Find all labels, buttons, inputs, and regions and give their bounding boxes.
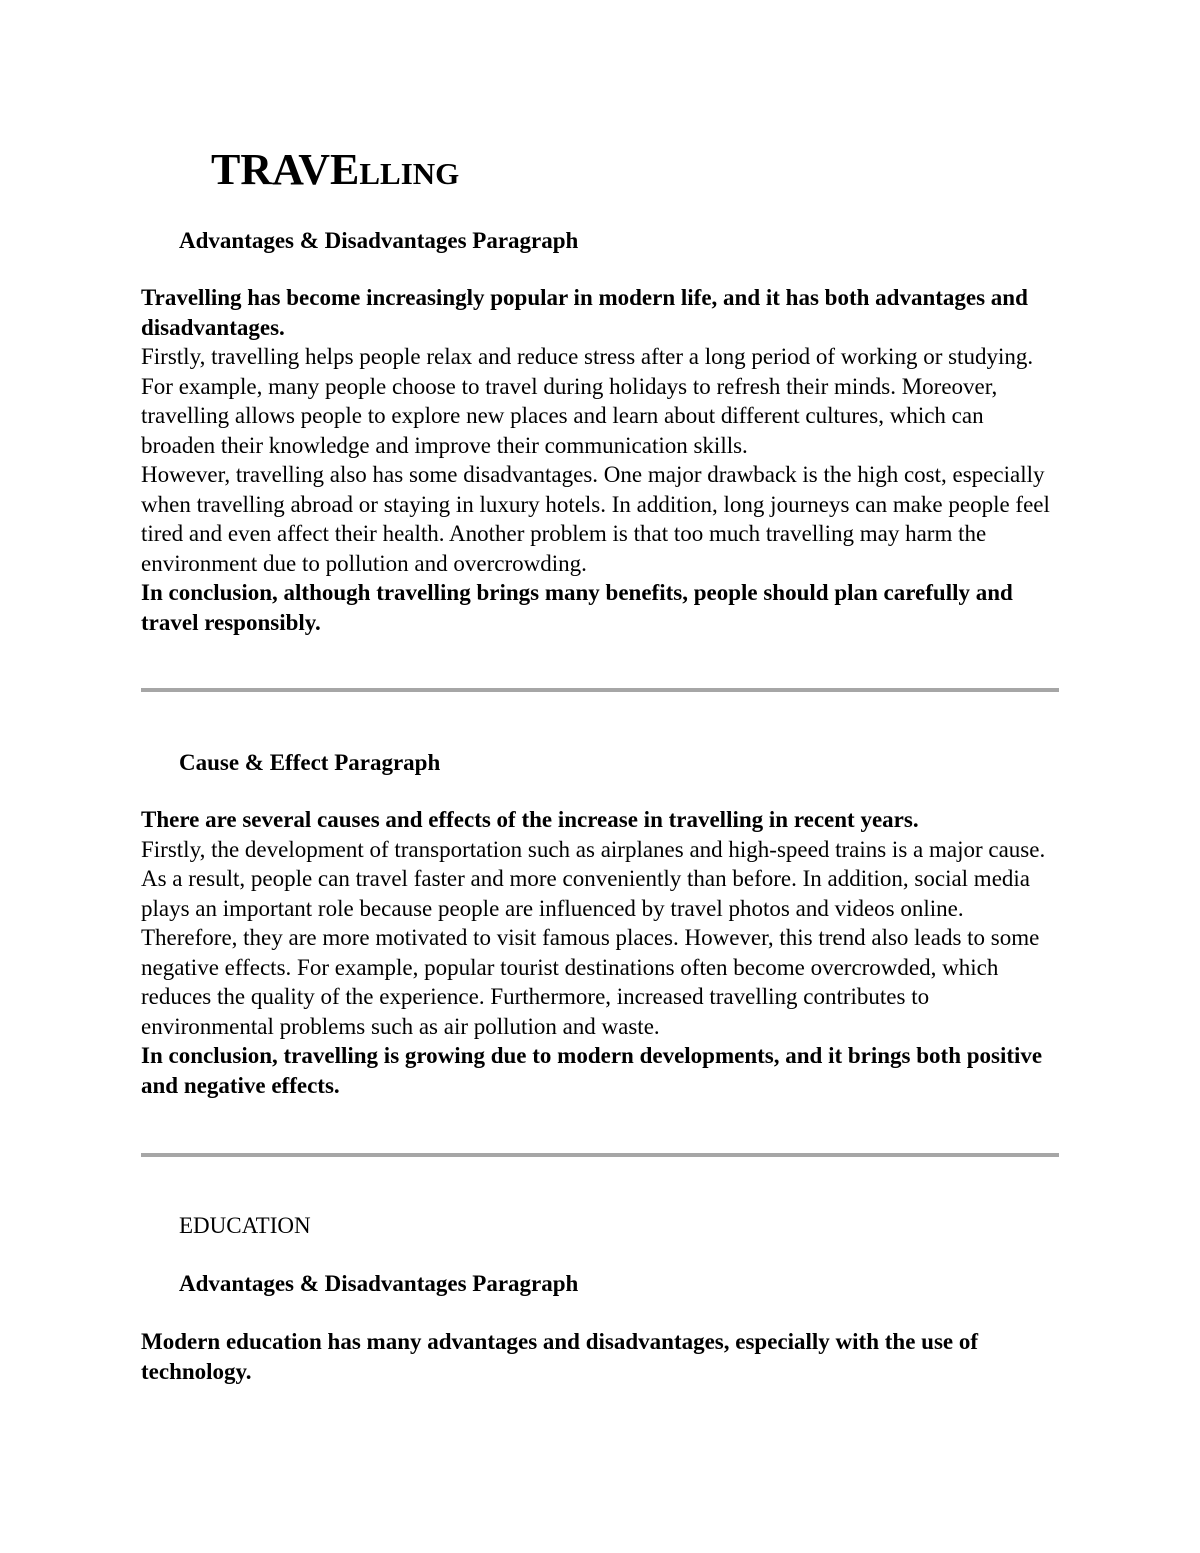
travel-advantages-heading: Advantages & Disadvantages Paragraph [179,228,579,253]
travel-advantages-paragraph [141,283,1061,637]
travel-cause-effect-conclusion: In conclusion, travelling is growing due to modern developments, and it brings both positive and negative effects. [141,1043,1043,1098]
travel-cause-effect-heading: Cause & Effect Paragraph [179,750,441,775]
travel-advantages-body-2: However, travelling also has some disadvantages. One major drawback is the high cost, especially when travelling abroad or staying in luxury hotels. In addition, long journeys can make people feel tired and even affect their health. Another problem is that too much travelling may harm the environment due to pollution and overcrowding. [141,462,1050,576]
education-advantages-heading: Advantages & Disadvantages Paragraph [179,1271,579,1296]
travel-advantages-body-1: Firstly, travelling helps people relax and reduce stress after a long period of working or studying. For example, many people choose to travel during holidays to refresh their minds. Moreover, travelling allows people to explore new places and learn about different cultures, which can broaden their knowledge and improve their communication skills. [141,344,1034,458]
travel-cause-effect-paragraph [141,805,1061,1100]
education-advantages-paragraph [141,1327,1061,1386]
travel-cause-effect-body: Firstly, the development of transportation such as airplanes and high-speed trains is a major cause. As a result, people can travel faster and more conveniently than before. In addition, social media plays an important role because people are influenced by travel photos and videos online. Therefore, they are more motivated to visit famous places. However, this trend also leads to some negative effects. For example, popular tourist destinations often become overcrowded, which reduces the quality of the experience. Furthermore, increased travelling contributes to environmental problems such as air pollution and waste. [141,836,1046,1039]
section-divider [141,1153,1059,1157]
travel-advantages-topic-sentence: Travelling has become increasingly popular in modern life, and it has both advantages and disadvantages. [141,285,1028,340]
education-section-title: EDUCATION [179,1213,311,1238]
education-advantages-topic-sentence: Modern education has many advantages and disadvantages, especially with the use of technology. [141,1329,979,1384]
travel-advantages-conclusion: In conclusion, although travelling brings many benefits, people should plan carefully and travel responsibly. [141,580,1013,635]
section-divider [141,688,1059,692]
travel-cause-effect-topic-sentence: There are several causes and effects of the increase in travelling in recent years. [141,807,919,832]
document-title: TRAVElling [211,145,460,194]
